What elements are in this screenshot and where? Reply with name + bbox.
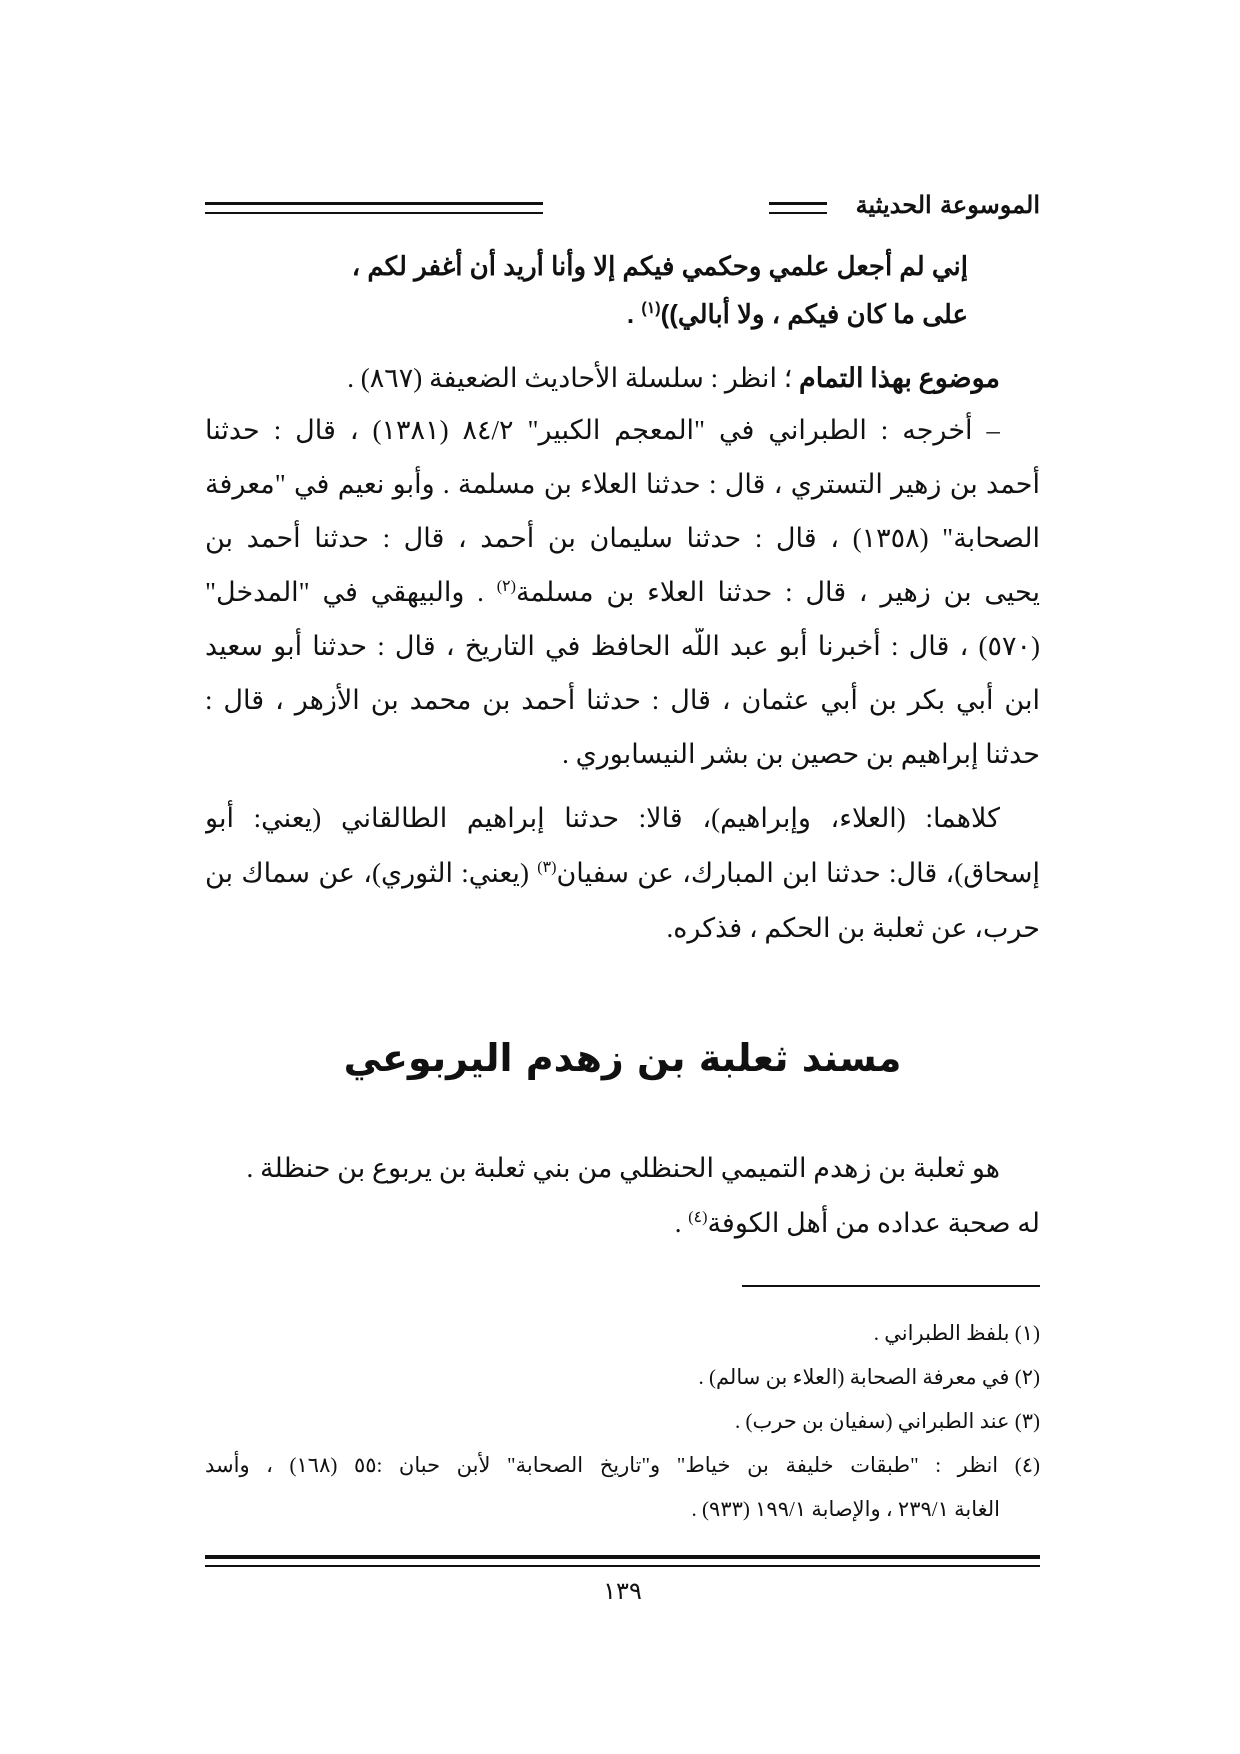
footnote-ref-3: (٣): [537, 859, 557, 876]
document-page: [205, 0, 1040, 1754]
takhrij-line-2: أحمد بن زهير التستري ، قال : حدثنا العلاء بن مسلمة . وأبو نعيم في "معرفة: [205, 469, 1040, 499]
takhrij-line-4-a: يحيى بن زهير ، قال : حدثنا العلاء بن مسلمة: [515, 577, 1040, 607]
running-header: [205, 188, 1040, 228]
takhrij-line-3: الصحابة" (١٣٥٨) ، قال : حدثنا سليمان بن أحمد ، قال : حدثنا أحمد بن: [205, 523, 1040, 553]
footnote-4-line-1: (٤) انظر : "طبقات خليفة بن خياط" و"تاريخ الصحابة" لأبن حبان :٥٥ (١٦٨) ، وأسد: [205, 1453, 1040, 1477]
header-rule-right: [769, 202, 827, 214]
footnote-1: (١) بلفظ الطبراني .: [873, 1321, 1040, 1345]
bio-line-2-a: له صحبة عداده من أهل الكوفة: [707, 1208, 1040, 1238]
takhrij-line-5: (٥٧٠) ، قال : أخبرنا أبو عبد اللَّه الحافظ في التاريخ ، قال : حدثنا أبو سعيد: [205, 631, 1040, 661]
hadith-line-1: إني لم أجعل علمي وحكمي فيكم إلا وأنا أريد أن أغفر لكم ،: [351, 251, 968, 281]
hadith-line-2-text: على ما كان فيكم ، ولا أبالي)): [660, 299, 968, 329]
bio-line-2: [205, 1205, 1040, 1241]
takhrij-line-4-b: . والبيهقي في "المدخل": [205, 577, 497, 607]
page-number: ١٣٩: [603, 1577, 642, 1605]
takhrij-line-4: [205, 574, 1040, 610]
grading-verdict: موضوع بهذا التمام: [799, 363, 1000, 393]
bio-line-1: هو ثعلبة بن زهدم التميمي الحنظلي من بني ثعلبة بن يربوع بن حنظلة .: [246, 1153, 1000, 1183]
takhrij-line-1: – أخرجه : الطبراني في "المعجم الكبير" ٨٤/٢ (١٣٨١) ، قال : حدثنا: [205, 415, 1000, 445]
hadith-line-2-end: .: [626, 299, 642, 329]
footnote-3: (٣) عند الطبراني (سفيان بن حرب) .: [734, 1409, 1040, 1433]
chain-line-1: كلاهما: (العلاء، وإبراهيم)، قالا: حدثنا إبراهيم الطالقاني (يعني: أبو: [205, 803, 1000, 833]
bio-line-2-b: .: [674, 1208, 689, 1238]
chain-line-2-a: إسحاق)، قال: حدثنا ابن المبارك، عن سفيان: [556, 858, 1040, 888]
takhrij-line-7: حدثنا إبراهيم بن حصين بن بشر النيسابوري .: [562, 739, 1040, 769]
section-title: مسند ثعلبة بن زهدم اليربوعي: [343, 1036, 902, 1080]
footnote-ref-1: (١): [641, 300, 661, 317]
footnote-ref-4: (٤): [688, 1209, 708, 1226]
chain-line-3: حرب، عن ثعلبة بن الحكم ، فذكره.: [666, 913, 1040, 943]
footnote-4-line-2: الغابة ٢٣٩/١ ، والإصابة ١٩٩/١ (٩٣٣) .: [691, 1497, 1000, 1521]
chain-line-2: [205, 855, 1040, 891]
grading-reference: ؛ انظر : سلسلة الأحاديث الضعيفة (٨٦٧) .: [347, 363, 800, 393]
footnote-2: (٢) في معرفة الصحابة (العلاء بن سالم) .: [698, 1365, 1040, 1389]
book-title: الموسوعة الحديثية: [842, 188, 1040, 222]
grading-line: [205, 360, 1000, 396]
footnote-separator: [742, 1285, 1040, 1287]
header-rule-left: [205, 202, 543, 214]
footer-rule: [205, 1555, 1040, 1567]
footnote-ref-2: (٢): [496, 578, 516, 595]
hadith-line-2: [205, 296, 968, 332]
takhrij-line-6: ابن أبي بكر بن أبي عثمان ، قال : حدثنا أحمد بن محمد بن الأزهر ، قال :: [205, 685, 1040, 715]
chain-line-2-b: (يعني: الثوري)، عن سماك بن: [205, 858, 538, 888]
